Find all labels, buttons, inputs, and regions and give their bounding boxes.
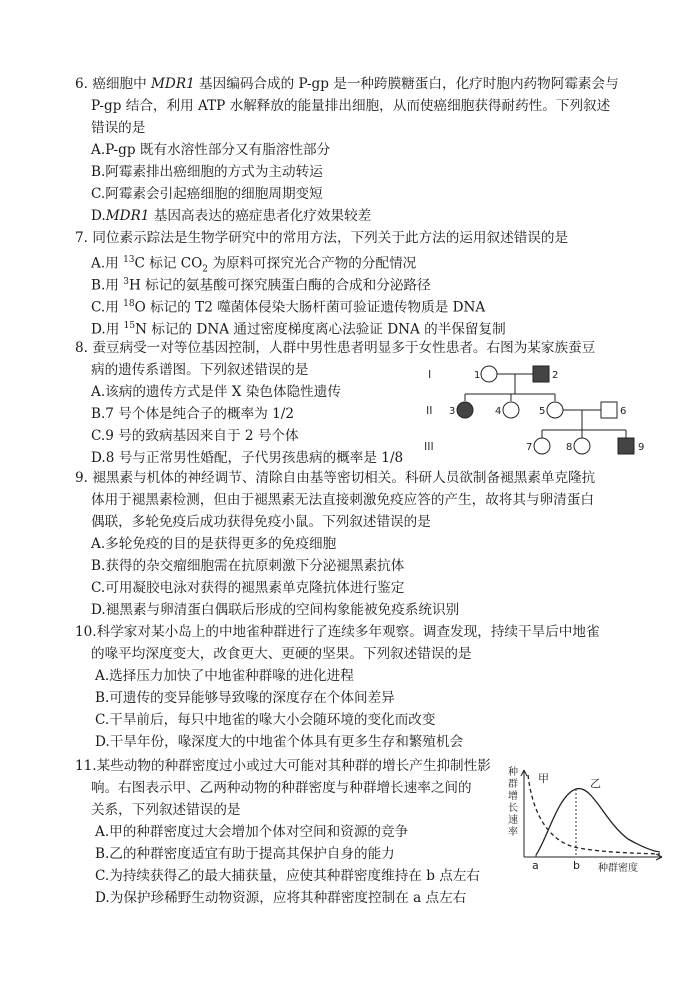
- label-5: 5: [539, 406, 546, 417]
- q11-stem-line-1: 11.某些动物的种群密度过小或过大可能对其种群的增长产生抑制性影: [75, 758, 491, 774]
- individual-7-female: [534, 438, 550, 454]
- q11-option-b: B.乙的种群密度适宜有助于提高其保护自身的能力: [95, 846, 395, 862]
- q10-option-d: D.干旱年份，喙深度大的中地雀个体具有更多生存和繁殖机会: [95, 734, 464, 750]
- label-9: 9: [638, 442, 645, 453]
- q11-option-d: D.为保护珍稀野生动物资源，应将其种群密度控制在 a 点左右: [95, 890, 467, 906]
- individual-6-male: [601, 402, 617, 418]
- label-1: 1: [474, 370, 481, 381]
- x-axis-label: 种群密度: [598, 863, 638, 874]
- y-axis-label-char-1: 种: [508, 767, 518, 778]
- q8-option-b: B.7 号个体是纯合子的概率为 1/2: [91, 406, 295, 422]
- y-axis-label-char-4: 长: [508, 803, 518, 814]
- q9-stem-line-3: 偶联，多轮免疫后成功获得免疫小鼠。下列叙述错误的是: [91, 514, 431, 530]
- q6-stem-line-3: 错误的是: [91, 120, 146, 136]
- y-axis-label-char-5: 速: [508, 815, 518, 826]
- individual-3-affected-female: [457, 402, 473, 418]
- q9-option-d: D.褪黑素与卵清蛋白偶联后形成的空间构象能被免疫系统识别: [91, 602, 460, 618]
- q9-option-b: B.获得的杂交瘤细胞需在抗原刺激下分泌褪黑素抗体: [91, 558, 405, 574]
- q9-stem-line-2: 体用于褪黑素检测，但由于褪黑素无法直接刺激免疫应答的产生，故将其与卵清蛋白: [91, 492, 594, 508]
- q8-option-d: D.8 号与正常男性婚配，子代男孩患病的概率是 1/8: [91, 450, 404, 466]
- individual-4-female: [503, 402, 519, 418]
- q8-stem-line-2: 病的遗传系谱图。下列叙述错误的是: [91, 362, 309, 378]
- q10-option-a: A.选择压力加快了中地雀种群喙的进化进程: [95, 668, 354, 684]
- q6-option-a: A.P-gp 既有水溶性部分又有脂溶性部分: [91, 142, 331, 158]
- q10-option-b: B.可遗传的变异能够导致喙的深度存在个体间差异: [95, 690, 395, 706]
- q7-option-c: C.用 $^{18}$O 标记的 T2 噬菌体侵染大肠杆菌可验证遗传物质是 DNA: [91, 299, 486, 316]
- growth-rate-chart: [500, 765, 680, 883]
- q11-option-c: C.为持续获得乙的最大捕获量，应使其种群密度维持在 b 点左右: [95, 868, 481, 884]
- q9-option-a: A.多轮免疫的目的是获得更多的免疫细胞: [91, 536, 337, 552]
- individual-9-affected-male: [618, 438, 634, 454]
- q6-option-c: C.阿霉素会引起癌细胞的细胞周期变短: [91, 186, 323, 202]
- q8-option-a: A.该病的遗传方式是伴 X 染色体隐性遗传: [91, 384, 341, 400]
- label-3: 3: [449, 406, 456, 417]
- x-tick-b: b: [573, 859, 580, 872]
- q7-option-b: B.用 $^3$H 标记的氨基酸可探究胰蛋白酶的合成和分泌路径: [91, 277, 431, 294]
- label-4: 4: [495, 406, 502, 417]
- individual-5-female: [547, 402, 563, 418]
- q11-option-a: A.甲的种群密度过大会增加个体对空间和资源的竞争: [95, 824, 409, 840]
- q11-stem-line-2: 响。右图表示甲、乙两种动物的种群密度与种群增长速率之间的: [91, 780, 472, 796]
- q6-option-b: B.阿霉素排出癌细胞的方式为主动转运: [91, 164, 323, 180]
- label-7: 7: [526, 442, 533, 453]
- q10-option-c: C.干旱前后，每只中地雀的喙大小会随环境的变化而改变: [95, 712, 436, 728]
- generation-label-i: I: [428, 368, 432, 381]
- q9-option-c: C.可用凝胶电泳对获得的褪黑素单克隆抗体进行鉴定: [91, 580, 405, 596]
- series-yi-label: 乙: [590, 777, 601, 790]
- series-yi-line: [536, 789, 660, 855]
- generation-label-ii: II: [426, 404, 433, 417]
- q6-option-d: D.MDR1 基因高表达的癌症患者化疗效果较差: [91, 208, 372, 224]
- series-jia-label: 甲: [538, 772, 549, 785]
- q11-stem-line-3: 关系，下列叙述错误的是: [91, 802, 241, 818]
- pedigree-chart: [420, 358, 660, 468]
- q6-stem-line-2: P-gp 结合，利用 ATP 水解释放的能量排出细胞，从而使癌细胞获得耐药性。下列叙述: [91, 98, 611, 114]
- individual-2-affected-male: [533, 366, 549, 382]
- y-axis-label-char-3: 增: [508, 791, 518, 802]
- q10-stem-line-2: 的喙平均深度变大，改食更大、更硬的坚果。下列叙述错误的是: [91, 646, 472, 662]
- y-axis-label-char-6: 率: [508, 827, 518, 838]
- generation-label-iii: III: [424, 440, 434, 453]
- q8-stem-line-1: 8. 蚕豆病受一对等位基因控制，人群中男性患者明显多于女性患者。右图为某家族蚕豆: [75, 340, 596, 356]
- x-tick-a: a: [532, 859, 539, 872]
- label-8: 8: [566, 442, 573, 453]
- individual-8-female: [574, 438, 590, 454]
- q7-option-a: A.用 $^{13}$C 标记 $CO_2$ 为原料可探究光合产物的分配情况: [91, 255, 417, 275]
- individual-1-female: [481, 366, 497, 382]
- label-2: 2: [552, 370, 559, 381]
- q6-stem-line-1: 6. 癌细胞中 MDR1 基因编码合成的 P-gp 是一种跨膜糖蛋白，化疗时胞内药物阿霉素会与: [75, 76, 619, 92]
- y-axis-label-char-2: 群: [508, 779, 518, 790]
- q10-stem-line-1: 10.科学家对某小岛上的中地雀种群进行了连续多年观察。调查发现，持续干旱后中地雀: [75, 624, 600, 640]
- q7-stem: 7. 同位素示踪法是生物学研究中的常用方法，下列关于此方法的运用叙述错误的是: [75, 230, 569, 246]
- q8-option-c: C.9 号的致病基因来自于 2 号个体: [91, 428, 299, 444]
- q7-option-d: D.用 $^{15}$N 标记的 DNA 通过密度梯度离心法验证 DNA 的半保留复制: [91, 321, 506, 338]
- label-6: 6: [620, 406, 627, 417]
- q9-stem-line-1: 9. 褪黑素与机体的神经调节、清除自由基等密切相关。科研人员欲制备褪黑素单克隆抗: [75, 470, 596, 486]
